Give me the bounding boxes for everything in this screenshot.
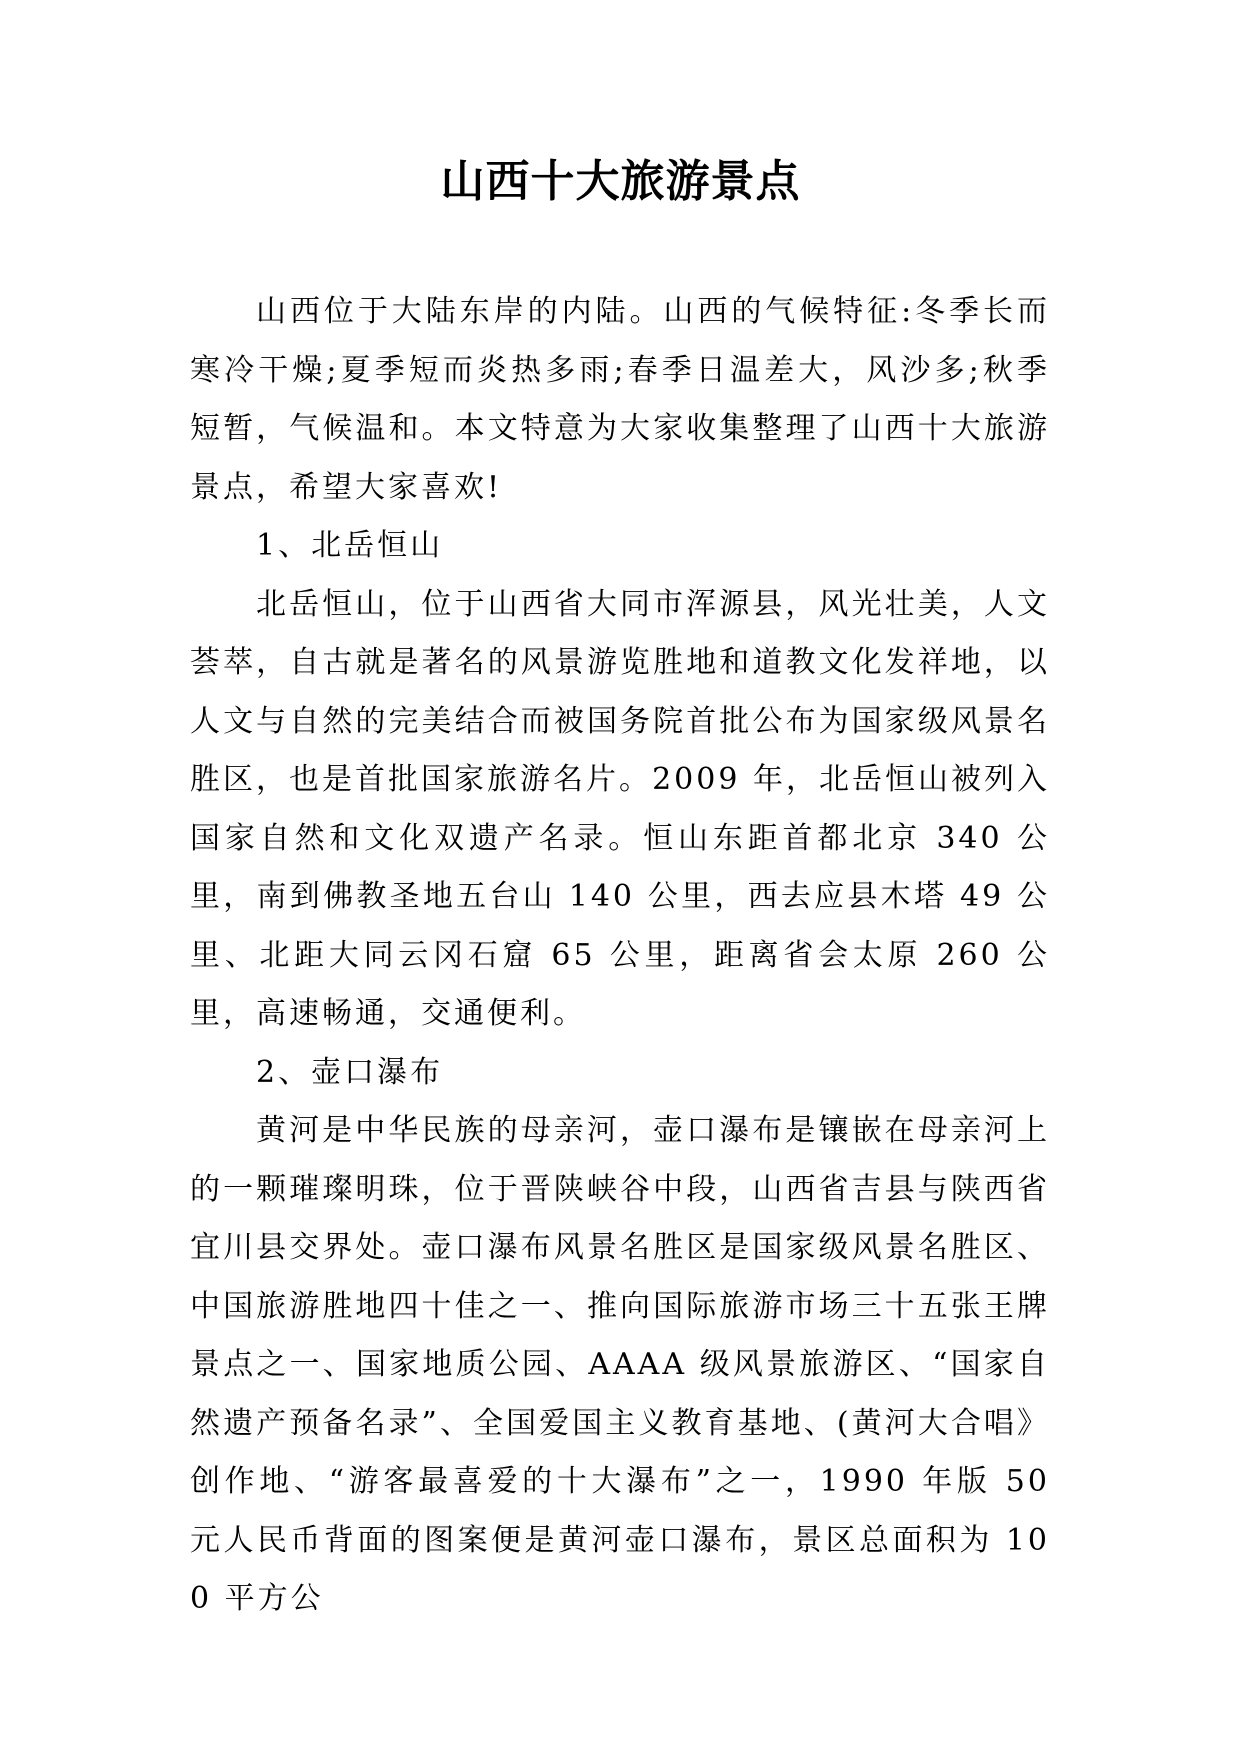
page-title: 山西十大旅游景点 xyxy=(440,156,801,207)
section-heading-hengshan: 1、北岳恒山 xyxy=(256,528,444,563)
document-body xyxy=(190,283,1050,1629)
hengshan-paragraph: 北岳恒山，位于山西省大同市浑源县，风光壮美，人文荟萃，自古就是著名的风景游览胜地和道教文化发祥地，以人文与自然的完美结合而被国务院首批公布为国家级风景名胜区，也是首批国家旅游名片。2009 年，北岳恒山被列入国家自然和文化双遗产名录。恒山东距首都北京 340 公里，南到佛教圣地五台山 140 公里，西去应县木塔 49 公里、北距大同云冈石窟 65 公里，距离省会太原 260 公里，高速畅通，交通便利。 xyxy=(190,586,1050,1031)
section-heading-hukou: 2、壶口瀑布 xyxy=(256,1054,444,1090)
intro-paragraph: 山西位于大陆东岸的内陆。山西的气候特征:冬季长而寒冷干燥;夏季短而炎热多雨;春季日温差大，风沙多;秋季短暂，气候温和。本文特意为大家收集整理了山西十大旅游景点，希望大家喜欢! xyxy=(190,294,1050,505)
hukou-paragraph: 黄河是中华民族的母亲河，壶口瀑布是镶嵌在母亲河上的一颗璀璨明珠，位于晋陕峡谷中段，山西省吉县与陕西省宜川县交界处。壶口瀑布风景名胜区是国家级风景名胜区、中国旅游胜地四十佳之一、推向国际旅游市场三十五张王牌景点之一、国家地质公园、AAAA 级风景旅游区、“国家自然遗产预备名录”、全国爱国主义教育基地、(黄河大合唱》创作地、“游客最喜爱的十大瀑布”之一，1990 年版 50 元人民币背面的图案便是黄河壶口瀑布，景区总面积为 100 平方公 xyxy=(190,1113,1050,1616)
